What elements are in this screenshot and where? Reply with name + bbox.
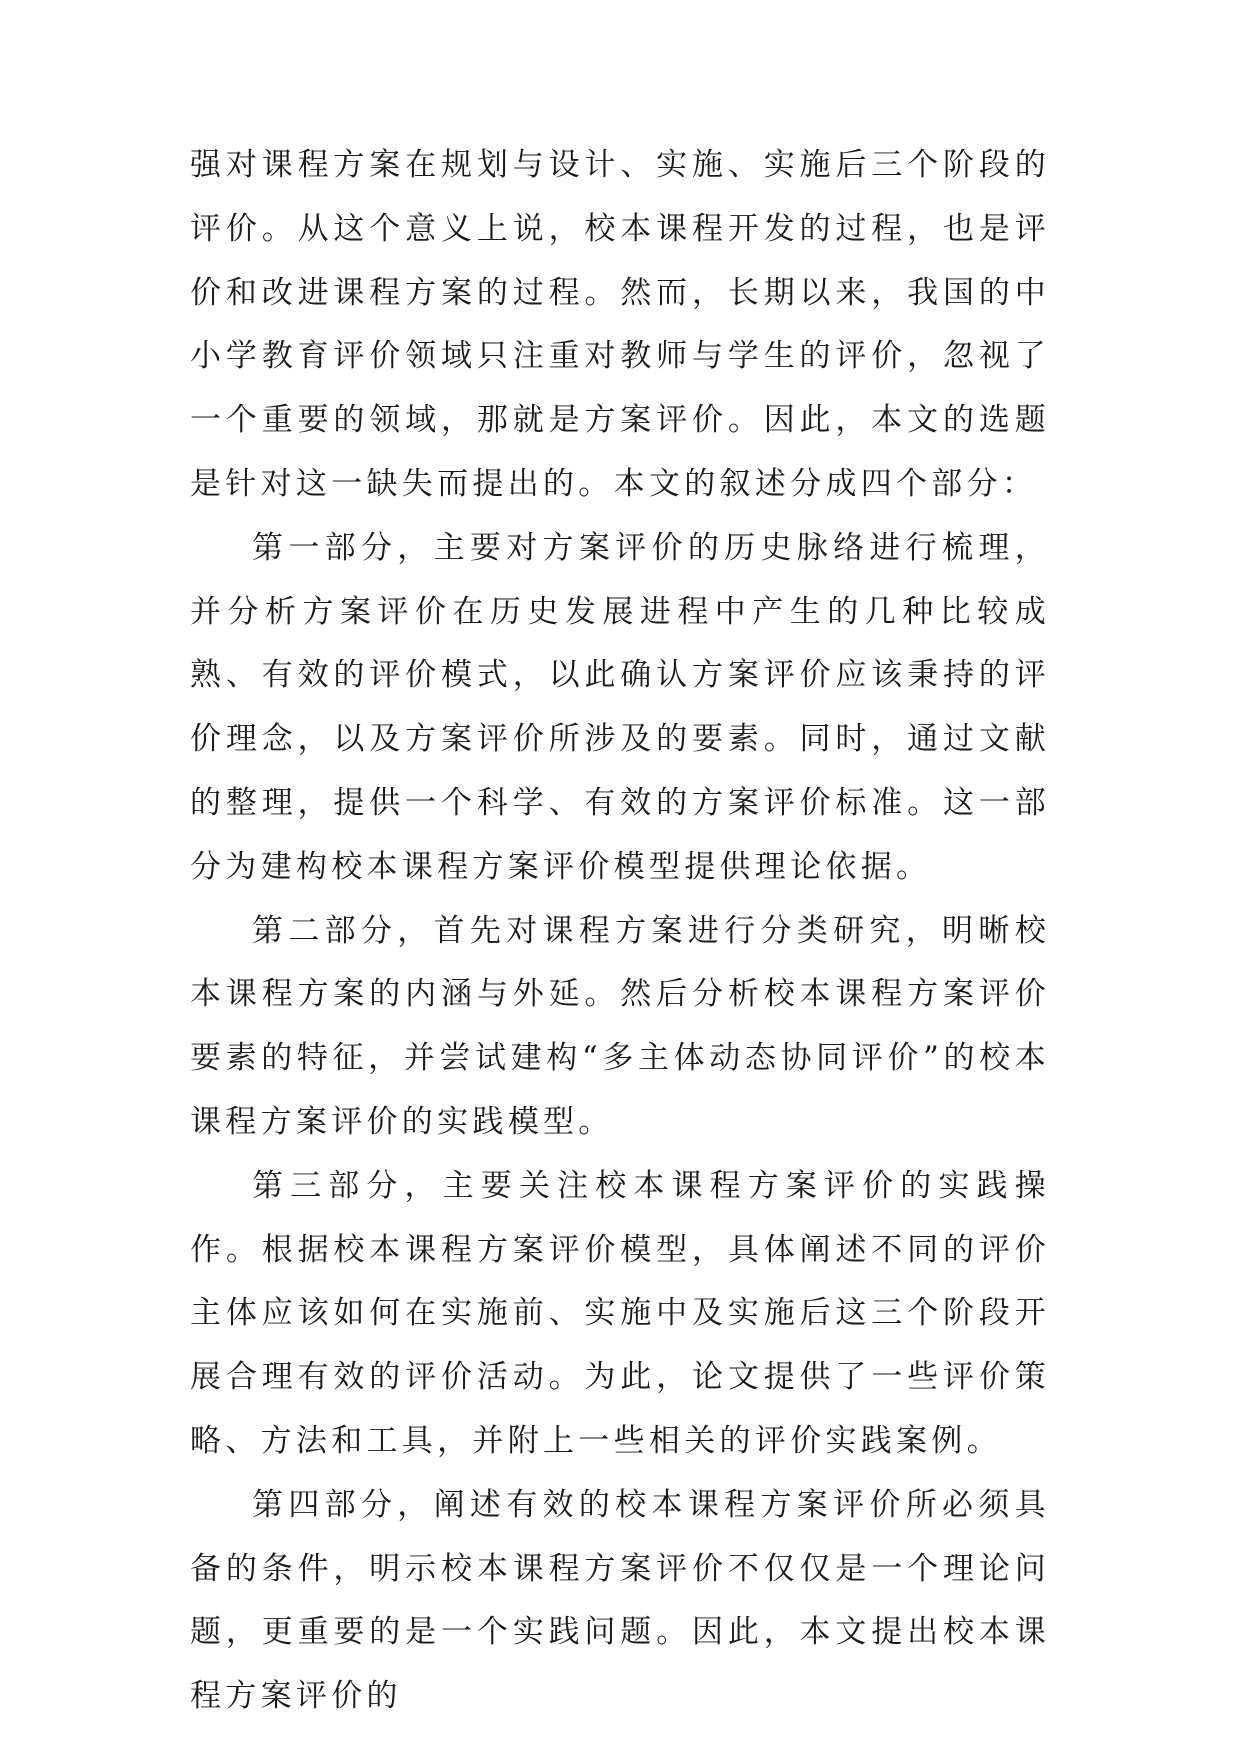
paragraph-part-four: 第四部分，阐述有效的校本课程方案评价所必须具备的条件，明示校本课程方案评价不仅仅是一个理论问题，更重要的是一个实践问题。因此，本文提出校本课程方案评价的 — [190, 1486, 1050, 1715]
paragraph-part-one: 第一部分，主要对方案评价的历史脉络进行梳理，并分析方案评价在历史发展进程中产生的几种比较成熟、有效的评价模式，以此确认方案评价应该秉持的评价理念，以及方案评价所涉及的要素。同时，通过文献的整理，提供一个科学、有效的方案评价标准。这一部分为建构校本课程方案评价模型提供理论依据。 — [190, 529, 1050, 885]
paragraph-part-two: 第二部分，首先对课程方案进行分类研究，明晰校本课程方案的内涵与外延。然后分析校本课程方案评价要素的特征，并尝试建构“多主体动态协同评价”的校本课程方案评价的实践模型。 — [190, 912, 1050, 1140]
paragraph-intro-continuation: 强对课程方案在规划与设计、实施、实施后三个阶段的评价。从这个意义上说，校本课程开发的过程，也是评价和改进课程方案的过程。然而，长期以来，我国的中小学教育评价领域只注重对教师与学生的评价，忽视了一个重要的领域，那就是方案评价。因此，本文的选题是针对这一缺失而提出的。本文的叙述分成四个部分： — [190, 147, 1050, 502]
paragraph-part-three: 第三部分，主要关注校本课程方案评价的实践操作。根据校本课程方案评价模型，具体阐述不同的评价主体应该如何在实施前、实施中及实施后这三个阶段开展合理有效的评价活动。为此，论文提供了一些评价策略、方法和工具，并附上一些相关的评价实践案例。 — [190, 1167, 1050, 1459]
body-text — [190, 134, 1050, 1729]
